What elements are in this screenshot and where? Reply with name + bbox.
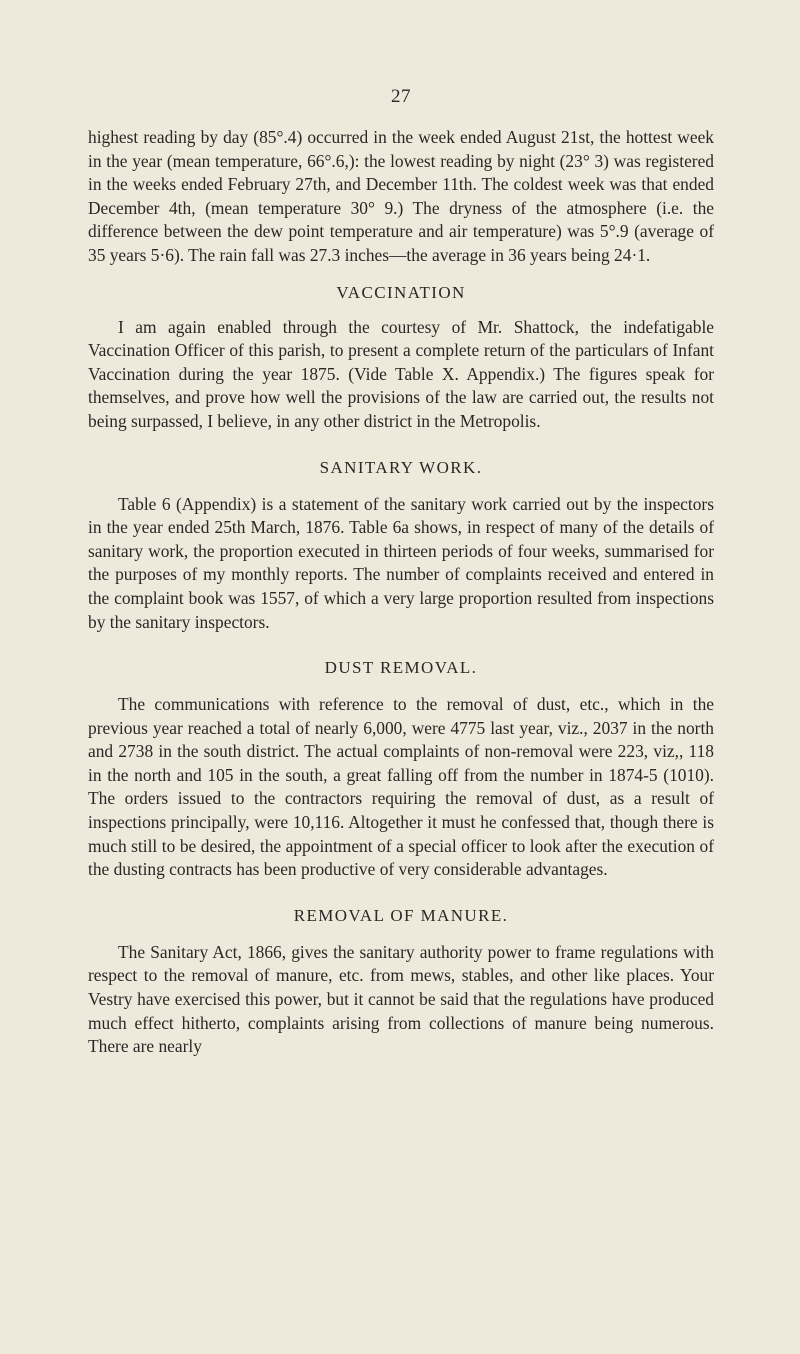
paragraph-vaccination: I am again enabled through the courtesy of Mr. Shattock, the indefatigable Vaccination Officer of this parish, to present a complete return of the particulars of Infant Vaccination during the year 1875. (Vide Table X. Appendix.) The figures speak for themselves, and prove how well the provisions of the law are carried out, the results not being surpassed, I believe, in any other district in the Metropolis.	[88, 316, 714, 431]
heading-removal-of-manure: REMOVAL OF MANURE.	[293, 905, 509, 925]
paragraph-removal-of-manure: The Sanitary Act, 1866, gives the sanitary authority power to frame regulations with respect to the removal of manure, etc. from mews, stables, and other like places. Your Vestry have exercised this power, but it cannot be said that the regulations have produced much effect hitherto, complaints arising from collections of manure being numerous. There are nearly	[88, 941, 714, 1057]
heading-dust-removal: DUST REMOVAL.	[324, 658, 478, 678]
paragraph-dust-removal: The communications with reference to the removal of dust, etc., which in the previous year reached a total of nearly 6,000, were 4775 last year, viz., 2037 in the north and 2738 in the south district. The actual complaints of non-removal were 223, viz,, 118 in the north and 105 in the south, a great falling off from the number in 1874-5 (1010). The orders issued to the contractors requiring the removal of dust, as a result of inspections principally, were 10,116. Altogether it must he confessed that, though there is much still to be desired, the appointment of a special officer to look after the execution of the dusting contracts has been productive of very considerable advantages.	[88, 694, 714, 880]
paragraph-sanitary-work: Table 6 (Appendix) is a statement of the sanitary work carried out by the inspectors in the year ended 25th March, 1876. Table 6a shows, in respect of many of the details of sanitary work, the proportion executed in thirteen periods of four weeks, summarised for the purposes of my monthly reports. The number of complaints received and entered in the complaint book was 1557, of which a very large proportion resulted from inspections by the sanitary inspectors.	[88, 493, 714, 632]
heading-vaccination: VACCINATION	[336, 282, 466, 302]
heading-sanitary-work: SANITARY WORK.	[319, 457, 483, 477]
page-number: 27	[391, 86, 411, 107]
paragraph-weather: highest reading by day (85°.4) occurred in the week ended August 21st, the hottest week in the year (mean temperature, 66°.6,): the lowest reading by night (23° 3) was registered in the weeks ended February 27th, and December 11th. The coldest week was that ended December 4th, (mean temperature 30° 9.) The dryness of the atmosphere (i.e. the difference between the dew point temperature and air temperature) was 5°.9 (average of 35 years 5·6). The rain fall was 27.3 inches—the average in 36 years being 24·1.	[88, 127, 714, 265]
